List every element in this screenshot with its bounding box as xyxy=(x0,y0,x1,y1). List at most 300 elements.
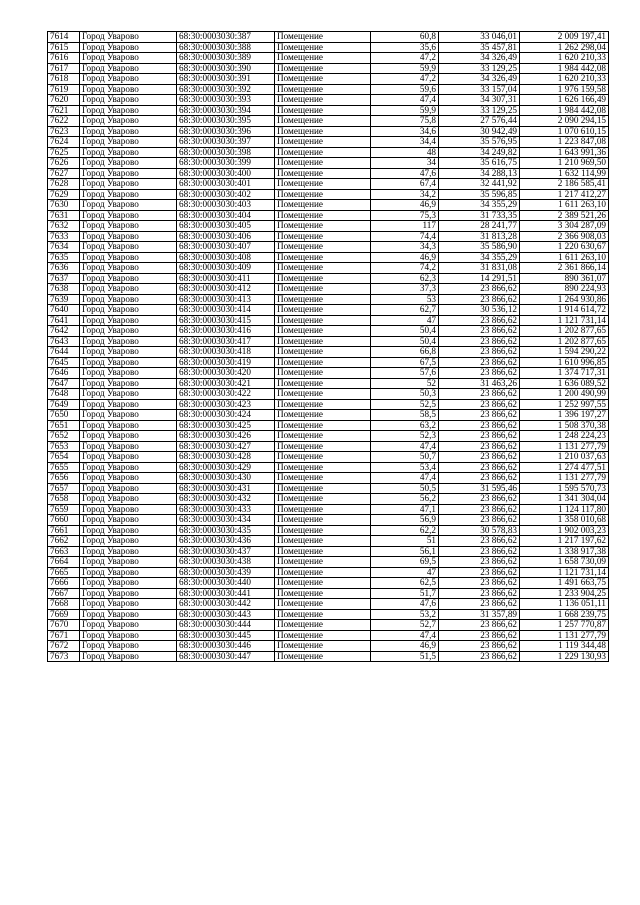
cell-unit-value: 34 326,49 xyxy=(439,74,520,85)
cell-area: 62,7 xyxy=(371,305,439,316)
cell-area: 53,4 xyxy=(371,462,439,473)
cell-cadastral-number: 68:30:0003030:442 xyxy=(177,599,275,610)
cell-row-number: 7615 xyxy=(48,42,80,53)
cell-cadastral-value: 1 274 477,51 xyxy=(520,462,609,473)
table-row xyxy=(48,231,609,242)
cell-cadastral-value: 1 119 344,48 xyxy=(520,641,609,652)
cell-cadastral-value: 1 131 277,79 xyxy=(520,441,609,452)
cell-locality: Город Уварово xyxy=(80,42,177,53)
cell-locality: Город Уварово xyxy=(80,483,177,494)
cell-object-type: Помещение xyxy=(275,452,371,463)
cell-object-type: Помещение xyxy=(275,399,371,410)
table-row xyxy=(48,504,609,515)
cell-object-type: Помещение xyxy=(275,504,371,515)
cell-cadastral-value: 1 643 991,36 xyxy=(520,147,609,158)
table-row xyxy=(48,441,609,452)
cell-cadastral-number: 68:30:0003030:424 xyxy=(177,410,275,421)
cell-unit-value: 35 457,81 xyxy=(439,42,520,53)
cell-area: 46,9 xyxy=(371,252,439,263)
table-row xyxy=(48,578,609,589)
cell-row-number: 7629 xyxy=(48,189,80,200)
table-row xyxy=(48,210,609,221)
cell-unit-value: 23 866,62 xyxy=(439,420,520,431)
cell-cadastral-number: 68:30:0003030:396 xyxy=(177,126,275,137)
cell-locality: Город Уварово xyxy=(80,368,177,379)
cell-locality: Город Уварово xyxy=(80,567,177,578)
cell-unit-value: 23 866,62 xyxy=(439,641,520,652)
cell-area: 47,4 xyxy=(371,630,439,641)
cell-row-number: 7633 xyxy=(48,231,80,242)
cell-row-number: 7653 xyxy=(48,441,80,452)
table-row xyxy=(48,431,609,442)
table-row xyxy=(48,105,609,116)
cell-unit-value: 31 733,35 xyxy=(439,210,520,221)
cell-object-type: Помещение xyxy=(275,410,371,421)
cell-object-type: Помещение xyxy=(275,368,371,379)
cell-cadastral-number: 68:30:0003030:414 xyxy=(177,305,275,316)
cell-area: 47,1 xyxy=(371,504,439,515)
cell-unit-value: 23 866,62 xyxy=(439,410,520,421)
cell-object-type: Помещение xyxy=(275,473,371,484)
cell-object-type: Помещение xyxy=(275,242,371,253)
cell-cadastral-number: 68:30:0003030:387 xyxy=(177,32,275,43)
cell-row-number: 7645 xyxy=(48,357,80,368)
cell-unit-value: 35 596,85 xyxy=(439,189,520,200)
table-row xyxy=(48,452,609,463)
cell-cadastral-value: 1 341 304,04 xyxy=(520,494,609,505)
cell-object-type: Помещение xyxy=(275,63,371,74)
cell-cadastral-value: 1 594 290,22 xyxy=(520,347,609,358)
cell-unit-value: 23 866,62 xyxy=(439,347,520,358)
cell-object-type: Помещение xyxy=(275,305,371,316)
cell-area: 34 xyxy=(371,158,439,169)
cell-unit-value: 23 866,62 xyxy=(439,315,520,326)
cell-locality: Город Уварово xyxy=(80,252,177,263)
table-row xyxy=(48,263,609,274)
table-row xyxy=(48,200,609,211)
cell-locality: Город Уварово xyxy=(80,546,177,557)
table-row xyxy=(48,179,609,190)
cell-object-type: Помещение xyxy=(275,389,371,400)
cell-row-number: 7649 xyxy=(48,399,80,410)
cell-cadastral-number: 68:30:0003030:429 xyxy=(177,462,275,473)
cell-unit-value: 33 157,04 xyxy=(439,84,520,95)
table-row xyxy=(48,95,609,106)
cell-locality: Город Уварово xyxy=(80,168,177,179)
cell-locality: Город Уварово xyxy=(80,105,177,116)
cell-locality: Город Уварово xyxy=(80,137,177,148)
cell-area: 50,4 xyxy=(371,336,439,347)
table-row xyxy=(48,525,609,536)
cell-row-number: 7626 xyxy=(48,158,80,169)
table-row xyxy=(48,137,609,148)
cell-row-number: 7654 xyxy=(48,452,80,463)
cell-locality: Город Уварово xyxy=(80,494,177,505)
cell-object-type: Помещение xyxy=(275,546,371,557)
cell-area: 47,6 xyxy=(371,599,439,610)
table-row xyxy=(48,389,609,400)
cell-locality: Город Уварово xyxy=(80,378,177,389)
cell-unit-value: 23 866,62 xyxy=(439,557,520,568)
cell-cadastral-number: 68:30:0003030:418 xyxy=(177,347,275,358)
cell-locality: Город Уварово xyxy=(80,210,177,221)
cell-cadastral-number: 68:30:0003030:407 xyxy=(177,242,275,253)
cell-cadastral-value: 2 389 521,26 xyxy=(520,210,609,221)
cell-cadastral-value: 1 229 130,93 xyxy=(520,651,609,662)
cell-row-number: 7619 xyxy=(48,84,80,95)
cell-locality: Город Уварово xyxy=(80,189,177,200)
cell-row-number: 7672 xyxy=(48,641,80,652)
cell-cadastral-value: 1 611 263,10 xyxy=(520,200,609,211)
cell-cadastral-value: 1 202 877,65 xyxy=(520,326,609,337)
cell-cadastral-value: 1 124 117,80 xyxy=(520,504,609,515)
cell-area: 75,8 xyxy=(371,116,439,127)
cell-row-number: 7655 xyxy=(48,462,80,473)
cell-locality: Город Уварово xyxy=(80,651,177,662)
cell-area: 34,4 xyxy=(371,137,439,148)
cell-object-type: Помещение xyxy=(275,294,371,305)
cell-unit-value: 23 866,62 xyxy=(439,326,520,337)
table-row xyxy=(48,63,609,74)
cell-cadastral-value: 1 217 412,27 xyxy=(520,189,609,200)
cell-locality: Город Уварово xyxy=(80,557,177,568)
cell-unit-value: 23 866,62 xyxy=(439,452,520,463)
cell-cadastral-value: 1 136 051,11 xyxy=(520,599,609,610)
cell-row-number: 7639 xyxy=(48,294,80,305)
cell-object-type: Помещение xyxy=(275,651,371,662)
cell-cadastral-number: 68:30:0003030:388 xyxy=(177,42,275,53)
cell-cadastral-value: 2 009 197,41 xyxy=(520,32,609,43)
cell-unit-value: 31 357,89 xyxy=(439,609,520,620)
cell-object-type: Помещение xyxy=(275,567,371,578)
cell-unit-value: 23 866,62 xyxy=(439,441,520,452)
cell-object-type: Помещение xyxy=(275,441,371,452)
cell-cadastral-number: 68:30:0003030:432 xyxy=(177,494,275,505)
cell-area: 53,2 xyxy=(371,609,439,620)
cell-area: 47,4 xyxy=(371,95,439,106)
cell-object-type: Помещение xyxy=(275,126,371,137)
cell-row-number: 7628 xyxy=(48,179,80,190)
cell-locality: Город Уварово xyxy=(80,536,177,547)
cell-area: 50,4 xyxy=(371,326,439,337)
cell-cadastral-value: 1 200 490,99 xyxy=(520,389,609,400)
cell-cadastral-number: 68:30:0003030:430 xyxy=(177,473,275,484)
table-row xyxy=(48,609,609,620)
cell-locality: Город Уварово xyxy=(80,179,177,190)
cell-locality: Город Уварово xyxy=(80,284,177,295)
cell-row-number: 7647 xyxy=(48,378,80,389)
cell-row-number: 7614 xyxy=(48,32,80,43)
cell-object-type: Помещение xyxy=(275,578,371,589)
cell-row-number: 7634 xyxy=(48,242,80,253)
cell-row-number: 7648 xyxy=(48,389,80,400)
cell-object-type: Помещение xyxy=(275,536,371,547)
cell-cadastral-number: 68:30:0003030:444 xyxy=(177,620,275,631)
cell-cadastral-value: 1 202 877,65 xyxy=(520,336,609,347)
cell-unit-value: 33 129,25 xyxy=(439,63,520,74)
cell-area: 47,4 xyxy=(371,473,439,484)
cell-area: 59,9 xyxy=(371,105,439,116)
cell-unit-value: 34 355,29 xyxy=(439,252,520,263)
cell-unit-value: 34 326,49 xyxy=(439,53,520,64)
cell-locality: Город Уварово xyxy=(80,263,177,274)
cell-row-number: 7616 xyxy=(48,53,80,64)
cell-object-type: Помещение xyxy=(275,168,371,179)
cell-cadastral-number: 68:30:0003030:446 xyxy=(177,641,275,652)
cell-cadastral-number: 68:30:0003030:437 xyxy=(177,546,275,557)
cell-locality: Город Уварово xyxy=(80,420,177,431)
cell-cadastral-value: 1 210 969,50 xyxy=(520,158,609,169)
cell-cadastral-value: 1 070 610,15 xyxy=(520,126,609,137)
cell-object-type: Помещение xyxy=(275,620,371,631)
cell-area: 46,9 xyxy=(371,200,439,211)
cell-cadastral-value: 1 223 847,08 xyxy=(520,137,609,148)
table-row xyxy=(48,273,609,284)
cell-cadastral-number: 68:30:0003030:391 xyxy=(177,74,275,85)
cell-cadastral-number: 68:30:0003030:402 xyxy=(177,189,275,200)
cell-cadastral-number: 68:30:0003030:400 xyxy=(177,168,275,179)
cell-row-number: 7625 xyxy=(48,147,80,158)
cell-cadastral-number: 68:30:0003030:443 xyxy=(177,609,275,620)
table-row xyxy=(48,483,609,494)
cell-row-number: 7620 xyxy=(48,95,80,106)
cell-row-number: 7636 xyxy=(48,263,80,274)
table-row xyxy=(48,641,609,652)
table-row xyxy=(48,378,609,389)
cell-cadastral-value: 1 636 089,52 xyxy=(520,378,609,389)
table-row xyxy=(48,32,609,43)
cell-row-number: 7623 xyxy=(48,126,80,137)
cell-cadastral-number: 68:30:0003030:403 xyxy=(177,200,275,211)
cell-object-type: Помещение xyxy=(275,347,371,358)
cell-cadastral-number: 68:30:0003030:408 xyxy=(177,252,275,263)
table-row xyxy=(48,294,609,305)
cell-cadastral-value: 890 361,07 xyxy=(520,273,609,284)
cell-unit-value: 28 241,77 xyxy=(439,221,520,232)
cell-row-number: 7666 xyxy=(48,578,80,589)
table-row xyxy=(48,116,609,127)
cell-object-type: Помещение xyxy=(275,462,371,473)
cell-object-type: Помещение xyxy=(275,315,371,326)
cell-row-number: 7673 xyxy=(48,651,80,662)
cell-object-type: Помещение xyxy=(275,284,371,295)
table-row xyxy=(48,74,609,85)
cell-row-number: 7622 xyxy=(48,116,80,127)
cell-area: 50,5 xyxy=(371,483,439,494)
cell-row-number: 7641 xyxy=(48,315,80,326)
cell-locality: Город Уварово xyxy=(80,473,177,484)
cell-cadastral-number: 68:30:0003030:421 xyxy=(177,378,275,389)
cell-locality: Город Уварово xyxy=(80,63,177,74)
cell-cadastral-number: 68:30:0003030:392 xyxy=(177,84,275,95)
cell-object-type: Помещение xyxy=(275,378,371,389)
cell-area: 48 xyxy=(371,147,439,158)
cell-cadastral-number: 68:30:0003030:417 xyxy=(177,336,275,347)
cell-locality: Город Уварово xyxy=(80,242,177,253)
cell-row-number: 7617 xyxy=(48,63,80,74)
table-row xyxy=(48,546,609,557)
cadastral-table xyxy=(47,31,609,662)
cell-locality: Город Уварово xyxy=(80,53,177,64)
cell-unit-value: 31 595,46 xyxy=(439,483,520,494)
cell-object-type: Помещение xyxy=(275,483,371,494)
cell-object-type: Помещение xyxy=(275,431,371,442)
cell-row-number: 7632 xyxy=(48,221,80,232)
cell-object-type: Помещение xyxy=(275,200,371,211)
cell-cadastral-value: 2 186 585,41 xyxy=(520,179,609,190)
cell-object-type: Помещение xyxy=(275,641,371,652)
cell-cadastral-number: 68:30:0003030:426 xyxy=(177,431,275,442)
cell-locality: Город Уварово xyxy=(80,336,177,347)
cell-unit-value: 34 307,31 xyxy=(439,95,520,106)
cell-cadastral-value: 1 491 663,75 xyxy=(520,578,609,589)
cell-locality: Город Уварово xyxy=(80,609,177,620)
cell-area: 34,3 xyxy=(371,242,439,253)
cell-locality: Город Уварово xyxy=(80,357,177,368)
cell-cadastral-number: 68:30:0003030:425 xyxy=(177,420,275,431)
cell-cadastral-number: 68:30:0003030:409 xyxy=(177,263,275,274)
cell-cadastral-number: 68:30:0003030:441 xyxy=(177,588,275,599)
cell-row-number: 7652 xyxy=(48,431,80,442)
cell-area: 47 xyxy=(371,567,439,578)
cell-unit-value: 23 866,62 xyxy=(439,294,520,305)
cell-cadastral-number: 68:30:0003030:419 xyxy=(177,357,275,368)
cell-locality: Город Уварово xyxy=(80,462,177,473)
cell-locality: Город Уварово xyxy=(80,504,177,515)
cell-locality: Город Уварово xyxy=(80,231,177,242)
table-row xyxy=(48,473,609,484)
cell-object-type: Помещение xyxy=(275,336,371,347)
cell-area: 63,2 xyxy=(371,420,439,431)
cell-area: 47,2 xyxy=(371,74,439,85)
cell-object-type: Помещение xyxy=(275,53,371,64)
cell-object-type: Помещение xyxy=(275,252,371,263)
cell-cadastral-value: 1 976 159,58 xyxy=(520,84,609,95)
cell-unit-value: 31 813,28 xyxy=(439,231,520,242)
cell-object-type: Помещение xyxy=(275,525,371,536)
cell-object-type: Помещение xyxy=(275,231,371,242)
cell-unit-value: 23 866,62 xyxy=(439,546,520,557)
cell-area: 51,7 xyxy=(371,588,439,599)
cell-locality: Город Уварово xyxy=(80,84,177,95)
cell-locality: Город Уварово xyxy=(80,126,177,137)
table-body xyxy=(48,32,609,662)
cell-locality: Город Уварово xyxy=(80,441,177,452)
cell-locality: Город Уварово xyxy=(80,147,177,158)
cell-cadastral-value: 1 620 210,33 xyxy=(520,74,609,85)
cell-object-type: Помещение xyxy=(275,221,371,232)
cell-cadastral-value: 1 338 917,38 xyxy=(520,546,609,557)
cell-area: 67,4 xyxy=(371,179,439,190)
cell-object-type: Помещение xyxy=(275,630,371,641)
cell-unit-value: 33 129,25 xyxy=(439,105,520,116)
table-row xyxy=(48,557,609,568)
cell-unit-value: 23 866,62 xyxy=(439,651,520,662)
cell-locality: Город Уварово xyxy=(80,641,177,652)
cell-cadastral-value: 1 984 442,08 xyxy=(520,105,609,116)
cell-object-type: Помещение xyxy=(275,273,371,284)
cell-area: 47,6 xyxy=(371,168,439,179)
cell-cadastral-number: 68:30:0003030:395 xyxy=(177,116,275,127)
cell-cadastral-number: 68:30:0003030:389 xyxy=(177,53,275,64)
cell-unit-value: 23 866,62 xyxy=(439,536,520,547)
cell-unit-value: 23 866,62 xyxy=(439,462,520,473)
cell-object-type: Помещение xyxy=(275,179,371,190)
table-row xyxy=(48,189,609,200)
cell-cadastral-number: 68:30:0003030:438 xyxy=(177,557,275,568)
cell-cadastral-value: 1 257 770,87 xyxy=(520,620,609,631)
table-row xyxy=(48,410,609,421)
cell-cadastral-number: 68:30:0003030:427 xyxy=(177,441,275,452)
cell-row-number: 7642 xyxy=(48,326,80,337)
cell-unit-value: 30 942,49 xyxy=(439,126,520,137)
cell-cadastral-number: 68:30:0003030:428 xyxy=(177,452,275,463)
cell-area: 47,2 xyxy=(371,53,439,64)
cell-row-number: 7670 xyxy=(48,620,80,631)
cell-unit-value: 23 866,62 xyxy=(439,357,520,368)
cell-cadastral-number: 68:30:0003030:404 xyxy=(177,210,275,221)
cell-cadastral-number: 68:30:0003030:439 xyxy=(177,567,275,578)
cell-cadastral-number: 68:30:0003030:411 xyxy=(177,273,275,284)
cell-cadastral-number: 68:30:0003030:399 xyxy=(177,158,275,169)
cell-unit-value: 33 046,01 xyxy=(439,32,520,43)
cell-object-type: Помещение xyxy=(275,116,371,127)
cell-area: 56,1 xyxy=(371,546,439,557)
table-row xyxy=(48,252,609,263)
cell-cadastral-value: 3 304 287,09 xyxy=(520,221,609,232)
cell-locality: Город Уварово xyxy=(80,599,177,610)
cell-object-type: Помещение xyxy=(275,32,371,43)
table-row xyxy=(48,462,609,473)
cell-unit-value: 23 866,62 xyxy=(439,620,520,631)
cell-locality: Город Уварово xyxy=(80,116,177,127)
cell-row-number: 7624 xyxy=(48,137,80,148)
cell-unit-value: 23 866,62 xyxy=(439,567,520,578)
cell-area: 52,3 xyxy=(371,431,439,442)
cell-cadastral-value: 1 632 114,99 xyxy=(520,168,609,179)
cell-area: 75,3 xyxy=(371,210,439,221)
cell-unit-value: 23 866,62 xyxy=(439,389,520,400)
cell-unit-value: 35 576,95 xyxy=(439,137,520,148)
table-row xyxy=(48,588,609,599)
cell-area: 69,5 xyxy=(371,557,439,568)
cell-cadastral-value: 1 262 298,04 xyxy=(520,42,609,53)
cell-unit-value: 32 441,92 xyxy=(439,179,520,190)
cell-area: 51,5 xyxy=(371,651,439,662)
cell-area: 34,2 xyxy=(371,189,439,200)
cell-cadastral-number: 68:30:0003030:422 xyxy=(177,389,275,400)
cell-row-number: 7657 xyxy=(48,483,80,494)
cell-cadastral-value: 1 610 996,85 xyxy=(520,357,609,368)
cell-cadastral-value: 1 121 731,14 xyxy=(520,567,609,578)
cell-locality: Город Уварово xyxy=(80,32,177,43)
cell-locality: Город Уварово xyxy=(80,326,177,337)
cell-object-type: Помещение xyxy=(275,420,371,431)
cell-row-number: 7668 xyxy=(48,599,80,610)
cell-row-number: 7669 xyxy=(48,609,80,620)
cell-area: 57,6 xyxy=(371,368,439,379)
cell-cadastral-number: 68:30:0003030:433 xyxy=(177,504,275,515)
cell-cadastral-number: 68:30:0003030:390 xyxy=(177,63,275,74)
cell-area: 74,2 xyxy=(371,263,439,274)
cell-unit-value: 23 866,62 xyxy=(439,599,520,610)
cell-locality: Город Уварово xyxy=(80,315,177,326)
cell-cadastral-value: 1 131 277,79 xyxy=(520,473,609,484)
cell-area: 53 xyxy=(371,294,439,305)
cell-area: 47 xyxy=(371,315,439,326)
cell-row-number: 7650 xyxy=(48,410,80,421)
cell-locality: Город Уварово xyxy=(80,389,177,400)
